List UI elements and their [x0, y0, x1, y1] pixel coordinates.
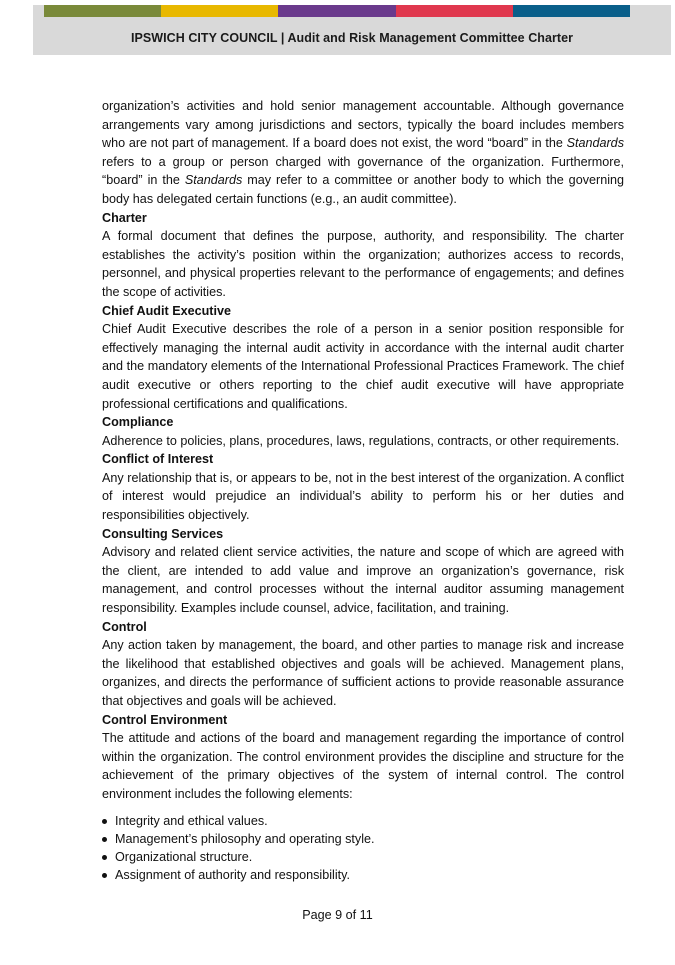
bullet-icon — [102, 819, 107, 824]
definition-compliance — [102, 413, 624, 450]
definition-term: Compliance — [102, 415, 174, 430]
list-item-text: Management’s philosophy and operating style. — [115, 831, 375, 846]
page-header — [33, 5, 671, 55]
definition-text: Chief Audit Executive describes the role of a person in a senior position responsible for effectively managing the internal audit activity in accordance with the internal audit charter and the mandatory elements of the International Professional Practices Framework. The chief audit executive or others reporting to the chief audit executive will have appropriate professional certifications and qualifications. — [102, 322, 624, 411]
definition-term: Control — [102, 619, 147, 634]
document-body — [102, 97, 624, 884]
intro-text: organization’s activities and hold senior management accountable. Although governance arrangements vary among jurisdictions and sectors, typically the board includes members who are not part of management. If a board does not exist, the word “board” in the — [102, 99, 624, 151]
definition-consulting-services — [102, 525, 624, 618]
definition-charter — [102, 209, 624, 302]
list-item — [102, 830, 624, 848]
definition-text: Any action taken by management, the board, and other parties to manage risk and increase the likelihood that established objectives and goals will be achieved. Management plans, organizes, and directs the performance of sufficient actions to provide reasonable assurance that objectives and goals will be achieved. — [102, 638, 624, 708]
bullet-icon — [102, 837, 107, 842]
intro-emphasis: Standards — [566, 136, 624, 151]
list-item-text: Integrity and ethical values. — [115, 813, 268, 828]
header-title: IPSWICH CITY COUNCIL | Audit and Risk Management Committee Charter — [130, 31, 574, 45]
intro-text: refers to a group or person charged with governance of the organization. Furthermore, “board” in the — [102, 154, 624, 188]
header-stripe — [44, 5, 161, 17]
definition-term: Consulting Services — [102, 526, 224, 541]
definition-conflict-of-interest — [102, 450, 624, 524]
intro-paragraph — [102, 97, 624, 209]
definition-control-environment — [102, 711, 624, 804]
definition-term: Charter — [102, 210, 147, 225]
definition-control — [102, 618, 624, 711]
list-item — [102, 812, 624, 830]
definition-term: Conflict of Interest — [102, 452, 214, 467]
definition-text: Adherence to policies, plans, procedures, laws, regulations, contracts, or other requirements. — [102, 433, 620, 448]
page-number: Page 9 of 11 — [302, 908, 373, 922]
list-item — [102, 866, 624, 884]
bullet-icon — [102, 873, 107, 878]
definition-text: Any relationship that is, or appears to be, not in the best interest of the organization. A conflict of interest would prejudice an individual’s ability to perform his or her duties and responsibilities objectively. — [102, 470, 624, 523]
header-stripe — [396, 5, 513, 17]
header-color-stripes — [44, 5, 630, 17]
definition-text: Advisory and related client service activities, the nature and scope of which are agreed with the client, are intended to add value and improve an organization’s governance, risk management, and control processes without the internal auditor assuming management responsibility. Examples include counsel, advice, facilitation, and training. — [102, 545, 624, 616]
definition-term: Chief Audit Executive — [102, 303, 231, 318]
intro-emphasis: Standards — [184, 173, 243, 188]
header-stripe — [513, 5, 630, 17]
list-item-text: Assignment of authority and responsibility. — [115, 868, 350, 883]
definition-text: A formal document that defines the purpose, authority, and responsibility. The charter establishes the activity’s position within the organization; authorizes access to records, personnel, and physical properties relevant to the performance of engagements; and defines the scope of activities. — [102, 229, 624, 299]
control-environment-elements — [102, 812, 624, 885]
bullet-icon — [102, 855, 107, 860]
intro-text: may refer to a committee or another body to which the governing body has delegated certain functions (e.g., an audit committee). — [102, 173, 624, 206]
header-stripe — [278, 5, 395, 17]
definition-term: Control Environment — [102, 712, 228, 727]
list-item — [102, 848, 624, 866]
definition-chief-audit-executive — [102, 302, 624, 414]
definition-text: The attitude and actions of the board and management regarding the importance of control within the organization. The control environment provides the discipline and structure for the achievement of the primary objectives of the system of internal control. The control environment includes the following elements: — [102, 731, 624, 801]
header-stripe — [161, 5, 278, 17]
list-item-text: Organizational structure. — [115, 849, 253, 864]
